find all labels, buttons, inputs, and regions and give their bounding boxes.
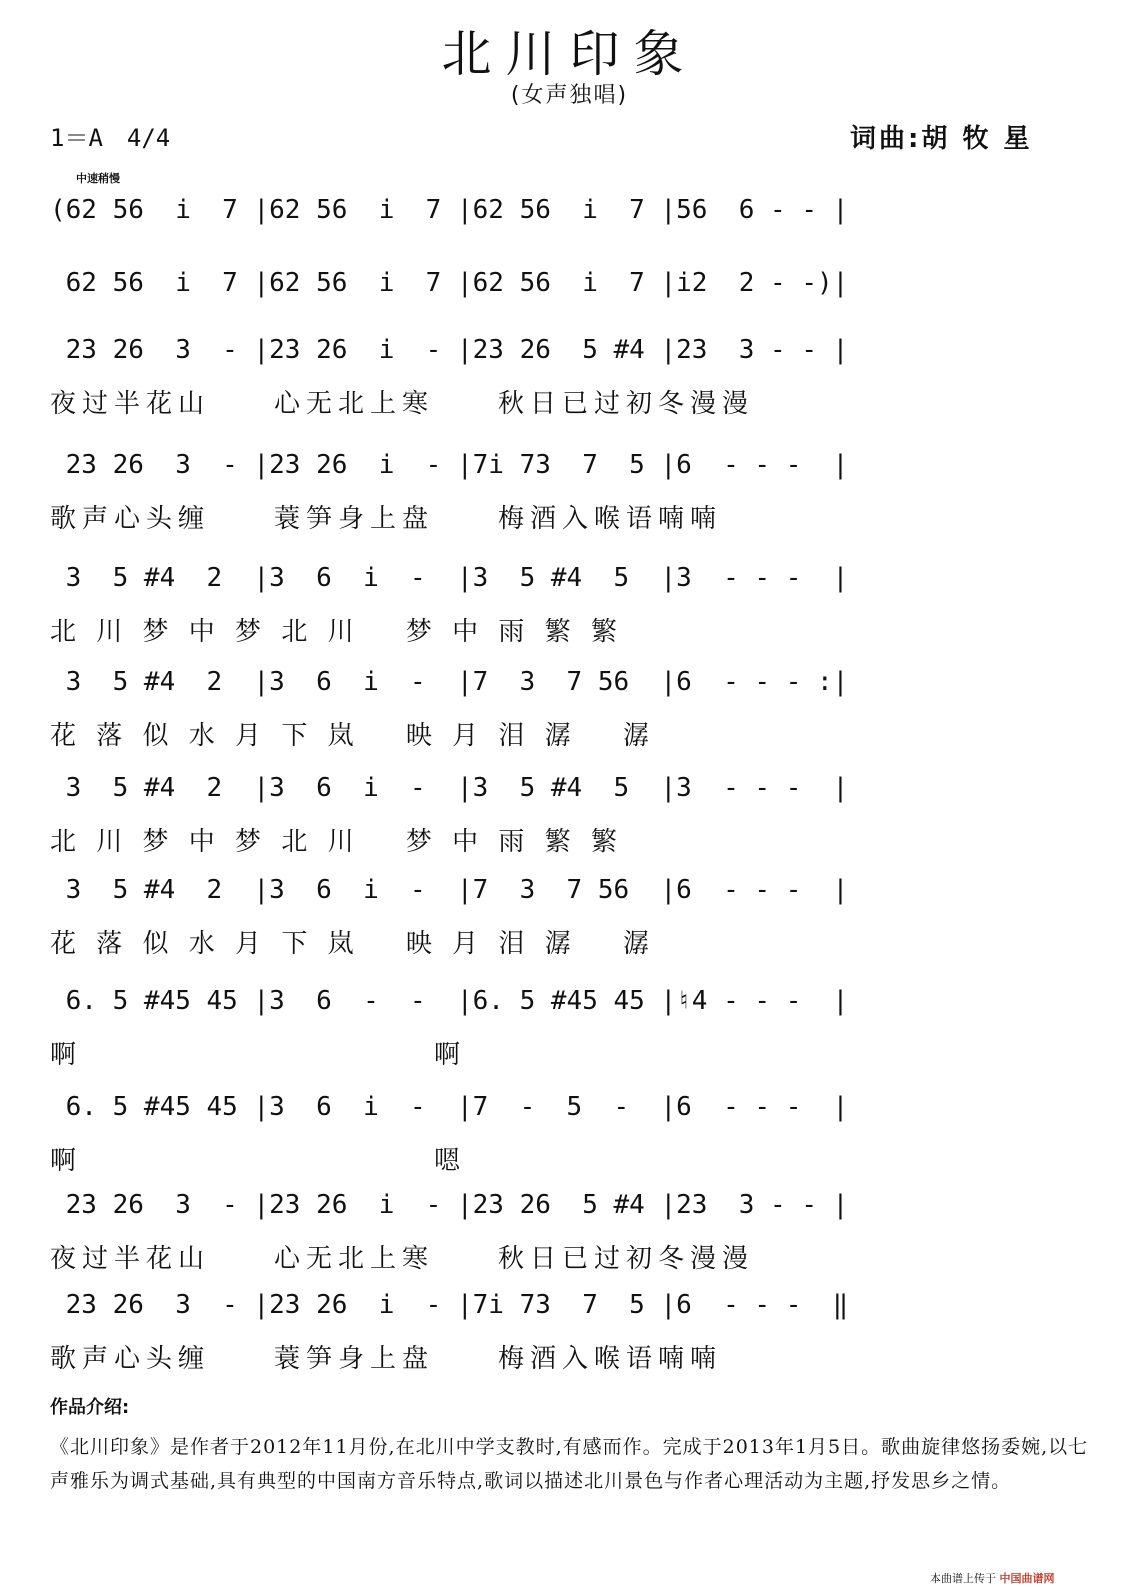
- lyric-line: 啊 嗯: [50, 1146, 467, 1176]
- notation-line: 3 5 #4 2 |3 6 i - |3 5 #4 5 |3 - - - |: [50, 773, 849, 803]
- notation-line: 23 26 3 - |23 26 i - |23 26 5 #4 |23 3 - - |: [50, 335, 849, 365]
- lyric-line: 啊 啊: [50, 1040, 467, 1070]
- site-logo: 中国曲谱网: [999, 1572, 1055, 1585]
- key-signature: 1＝A 4/4: [50, 124, 171, 152]
- footer: [930, 1570, 1055, 1586]
- song-subtitle: (女声独唱): [510, 83, 629, 108]
- notation-line: 3 5 #4 2 |3 6 i - |3 5 #4 5 |3 - - - |: [50, 563, 849, 593]
- footer-uploaded-label: 本曲谱上传于: [930, 1572, 996, 1585]
- lyric-line: 北 川 梦 中 梦 北 川 梦 中 雨 繁 繁: [50, 617, 623, 647]
- lyric-line: 夜过半花山 心无北上寒 秋日已过初冬漫漫: [50, 389, 755, 419]
- notation-line: (62 56 i 7 |62 56 i 7 |62 56 i 7 |56 6 - - |: [50, 195, 849, 225]
- lyric-line: 北 川 梦 中 梦 北 川 梦 中 雨 繁 繁: [50, 827, 623, 857]
- lyric-line: 歌声心头缠 蓑笋身上盘 梅酒入喉语喃喃: [50, 1344, 723, 1374]
- notation-line: 62 56 i 7 |62 56 i 7 |62 56 i 7 |i2 2 - -)|: [50, 268, 849, 298]
- lyric-line: 花 落 似 水 月 下 岚 映 月 泪 潺 潺: [50, 721, 655, 751]
- lyric-line: 花 落 似 水 月 下 岚 映 月 泪 潺 潺: [50, 929, 655, 959]
- notation-line: 23 26 3 - |23 26 i - |23 26 5 #4 |23 3 - - |: [50, 1190, 849, 1220]
- notation-line: 3 5 #4 2 |3 6 i - |7 3 7 56 |6 - - - :|: [50, 667, 849, 697]
- intro-heading: 作品介绍:: [50, 1397, 130, 1418]
- notation-line: 6. 5 #45 45 |3 6 - - |6. 5 #45 45 |♮4 - - - |: [50, 986, 849, 1016]
- song-title: 北川印象: [441, 25, 698, 83]
- composer-credit: 词曲:胡 牧 星: [850, 124, 1033, 154]
- intro-text: 《北川印象》是作者于2012年11月份,在北川中学支教时,有感而作。完成于2013年1月5日。歌曲旋律悠扬委婉,以七声雅乐为调式基础,具有典型的中国南方音乐特点,歌词以描述北川景色与作者心理活动为主题,抒发思乡之情。: [50, 1436, 1089, 1492]
- notation-line: 23 26 3 - |23 26 i - |7i 73 7 5 |6 - - - ‖: [50, 1290, 849, 1320]
- lyric-line: 夜过半花山 心无北上寒 秋日已过初冬漫漫: [50, 1244, 755, 1274]
- notation-line: 23 26 3 - |23 26 i - |7i 73 7 5 |6 - - - |: [50, 450, 849, 480]
- tempo-marking: 中速稍慢: [76, 172, 120, 185]
- lyric-line: 歌声心头缠 蓑笋身上盘 梅酒入喉语喃喃: [50, 504, 723, 534]
- notation-line: 6. 5 #45 45 |3 6 i - |7 - 5 - |6 - - - |: [50, 1092, 849, 1122]
- notation-line: 3 5 #4 2 |3 6 i - |7 3 7 56 |6 - - - |: [50, 875, 849, 905]
